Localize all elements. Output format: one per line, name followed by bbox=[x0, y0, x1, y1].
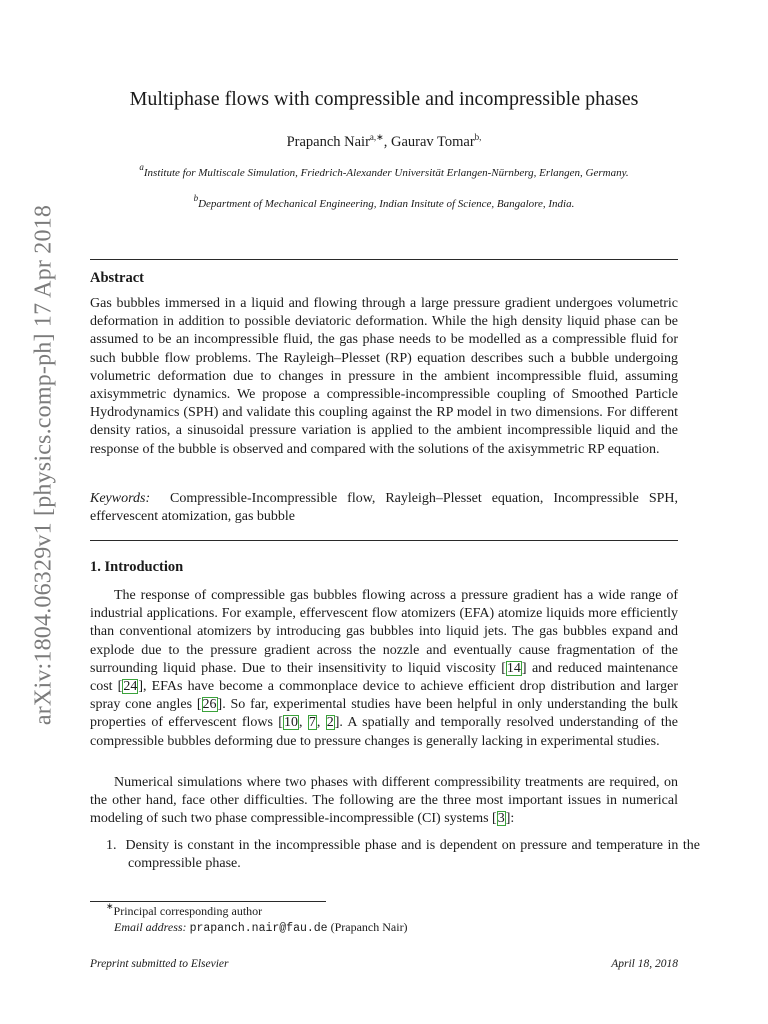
paragraph-text: : bbox=[510, 811, 515, 827]
author-affiliation-mark: b, bbox=[474, 132, 482, 142]
footer-date: April 18, 2018 bbox=[611, 958, 678, 970]
footnote-text: Principal corresponding author bbox=[113, 904, 263, 918]
abstract-body: Gas bubbles immersed in a liquid and flowing through a large pressure gradient undergoes volumetric deformation in addition to possible deviatoric deformation. While the high density liquid phase can be assumed to be an incompressible fluid, the gas phase needs to be modelled as a compressible fluid for such bubble flow problems. The Rayleigh–Plesset (RP) equation describes such a bubble undergoing volumetric deformation due to changes in pressure in the ambient incompressible fluid, assuming axisymmetric dynamics. We propose a compressible-incompressible coupling of Smoothed Particle Hydrodynamics (SPH) and validate this coupling against the RP model in two dimensions. For different density ratios, a sinusoidal pressure variation is applied to the ambient incompressible liquid and the response of the bubble is observed and compared with the solutions of the axisymmetric RP equation. bbox=[90, 296, 678, 457]
email-link[interactable]: prapanch.nair@fau.de bbox=[189, 922, 328, 935]
introduction-paragraph-1: The response of compressible gas bubbles flowing across a pressure gradient has a wide range of industrial applications. For example, effervescent flow atomizers (EFA) atomize liquids more efficiently than conventional atomizers by introducing gas bubbles into liquid jets. The gas bubbles expand and explode due to the pressure gradient across the nozzle and eventually cause fragmentation of the surrounding liquid phase. Due to their insensitivity to liquid viscosity [14] and reduced maintenance cost [24], EFAs have become a commonplace device to achieve efficient drop distribution and larger spray cone angles [26]. So far, experimental studies have been helpful in only understanding the bulk properties of effervescent flows [10, 7, 2]. A spatially and temporally resolved understanding of the compressible bubbles deforming due to pressure changes is generally lacking in experimental studies. bbox=[90, 588, 679, 749]
introduction-heading: 1. Introduction bbox=[90, 559, 184, 575]
citation-link[interactable]: 2 bbox=[326, 715, 334, 731]
email-label: Email address: bbox=[114, 920, 187, 934]
footnote-mark: ∗ bbox=[106, 901, 114, 911]
citation-link[interactable]: 26 bbox=[202, 697, 217, 713]
affiliation-a bbox=[100, 162, 668, 181]
paragraph-text: . So far, experimental studies have been helpful in only understanding the bulk properties of effervescent flows bbox=[90, 697, 678, 731]
item-number: 1. bbox=[106, 838, 117, 853]
affiliation-b bbox=[100, 193, 668, 212]
paragraph-text: . A spatially and temporally resolved understanding of the compressible bubbles deforming due to pressure changes is generally lacking in experimental studies. bbox=[90, 715, 679, 749]
abstract-heading: Abstract bbox=[90, 270, 144, 286]
affiliation-text: Department of Mechanical Engineering, Indian Insitute of Science, Bangalore, India. bbox=[198, 198, 575, 210]
paragraph-text: The response of compressible gas bubbles flowing across a pressure gradient has a wide range of industrial applications. For example, effervescent flow atomizers (EFA) atomize liquids more efficiently than conventional atomizers by introducing gas bubbles into liquid jets. The gas bubbles expand and explode due to the pressure gradient across the nozzle and eventually cause fragmentation of the surrounding liquid phase. Due to their insensitivity to liquid viscosity bbox=[90, 588, 678, 676]
citation-link[interactable]: 14 bbox=[506, 660, 521, 676]
footnote-corresponding-author bbox=[106, 903, 262, 919]
author-separator: , bbox=[383, 134, 391, 150]
affiliation-text: Institute for Multiscale Simulation, Friedrich-Alexander Universität Erlangen-Nürnberg, Erlangen, Germany. bbox=[143, 167, 629, 179]
item-text: Density is constant in the incompressible phase and is dependent on pressure and temperature in the compressible phase. bbox=[125, 838, 701, 872]
footnote-email bbox=[114, 919, 408, 937]
enumerated-item-1 bbox=[106, 837, 700, 873]
footnote-rule bbox=[90, 901, 326, 902]
author-name: Gaurav Tomar bbox=[390, 134, 475, 150]
affiliation-mark: b bbox=[193, 193, 199, 203]
citation-link[interactable]: 10 bbox=[283, 715, 298, 731]
keywords-text: Compressible-Incompressible flow, Rayleigh–Plesset equation, Incompressible SPH, effervescent atomization, gas bubble bbox=[90, 491, 679, 525]
citation-link[interactable]: 24 bbox=[123, 679, 138, 695]
citation-link[interactable]: 7 bbox=[308, 715, 316, 731]
author-name: Prapanch Nair bbox=[286, 134, 370, 150]
introduction-paragraph-2: Numerical simulations where two phases with different compressibility treatments are required, on the other hand, face other difficulties. The following are the three most important issues in numerical modeling of such two phase compressible-incompressible (CI) systems [3]: bbox=[90, 775, 678, 827]
author-affiliation-mark: a,∗ bbox=[369, 132, 384, 142]
arxiv-stamp: arXiv:1804.06329v1 [physics.comp-ph] 17 Apr 2018 bbox=[30, 204, 57, 726]
email-owner: (Prapanch Nair) bbox=[330, 920, 408, 934]
keywords-label: Keywords: bbox=[90, 491, 151, 506]
paragraph-text: and reduced maintenance cost bbox=[90, 660, 678, 695]
paragraph-text: Numerical simulations where two phases with different compressibility treatments are required, on the other hand, face other difficulties. The following are the three most important issues in numerical modeling of such two phase compressible-incompressible (CI) systems bbox=[90, 775, 678, 827]
abstract-bottom-rule bbox=[90, 540, 678, 541]
citation-link[interactable]: 3 bbox=[497, 811, 505, 827]
affiliation-mark: a bbox=[139, 162, 144, 172]
abstract-top-rule bbox=[90, 259, 678, 260]
footer-preprint-note: Preprint submitted to Elsevier bbox=[90, 958, 229, 970]
keywords bbox=[90, 490, 678, 526]
paper-title: Multiphase flows with compressible and incompressible phases bbox=[129, 88, 639, 110]
paragraph-text: , EFAs have become a commonplace device to achieve efficient drop distribution and larger spray cone angles bbox=[90, 679, 678, 713]
author-line bbox=[90, 134, 678, 151]
